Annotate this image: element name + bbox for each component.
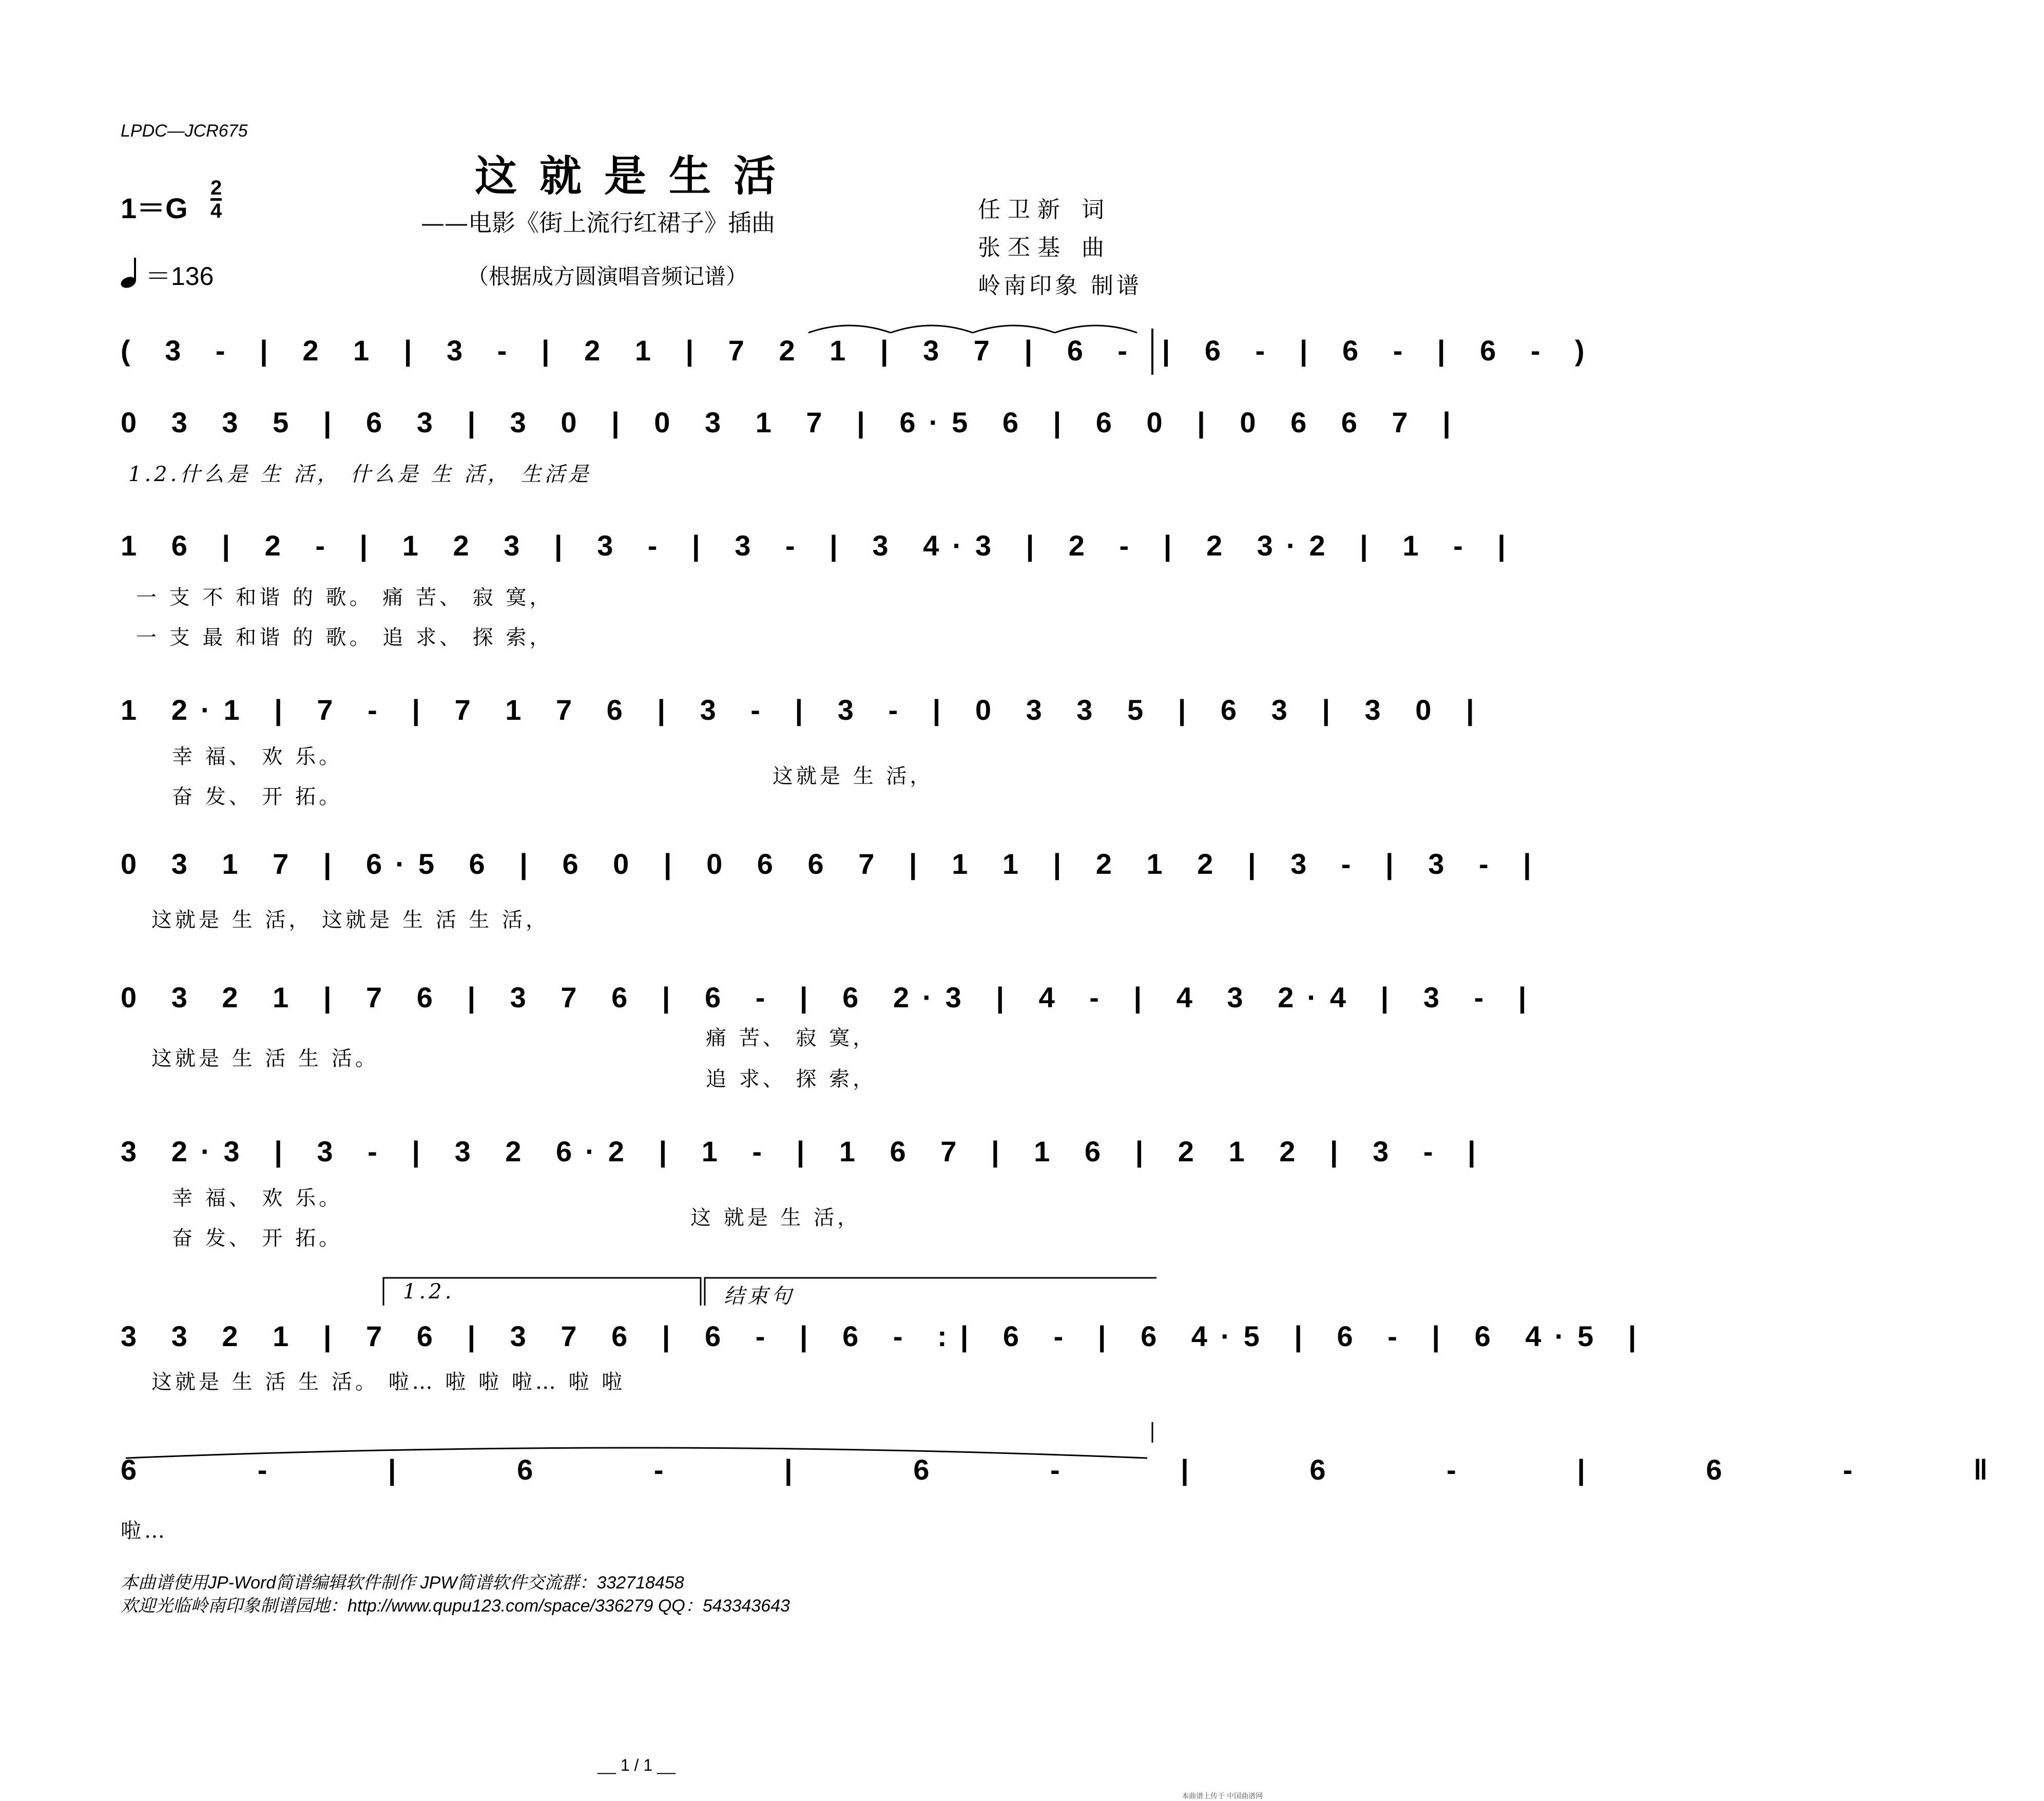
notation-line: 1 6 | 2 - | 1 2 3 | 3 - | 3 - | 3 4·3 | 2 - | 2 3·2 | 1 - | bbox=[121, 529, 1519, 562]
notation-line: 0 3 1 7 | 6·5 6 | 6 0 | 0 6 6 7 | 1 1 | 2 1 2 | 3 - | 3 - | bbox=[121, 848, 1545, 880]
lyric-line: 这就是 生 活， bbox=[773, 764, 934, 788]
lyric-line: 痛 苦、 寂 寞， bbox=[706, 1026, 877, 1050]
composer-credit: 张丕基 曲 bbox=[978, 235, 1111, 261]
lyric-line: 这 就是 生 活， bbox=[690, 1206, 861, 1230]
time-signature bbox=[210, 178, 222, 221]
notation-line: 3 2·3 | 3 - | 3 2 6·2 | 1 - | 1 6 7 | 1 6 | 2 1 2 | 3 - | bbox=[121, 1135, 1489, 1167]
lyricist-credit: 任卫新 词 bbox=[978, 197, 1111, 223]
song-subtitle: ——电影《街上流行红裙子》插曲 bbox=[421, 209, 775, 237]
lyric-line: 1.2.什么是 生 活， 什么是 生 活， 生活是 bbox=[128, 463, 592, 486]
lyric-line: 追 求、 探 索， bbox=[706, 1067, 877, 1091]
lyric-line: 奋 发、 开 拓。 bbox=[172, 1227, 343, 1250]
lyric-line: 一 支 不 和谐 的 歌。 痛 苦、 寂 寞， bbox=[136, 586, 553, 609]
time-signature-bottom: 4 bbox=[210, 200, 222, 222]
lyric-line: 这就是 生 活， 这就是 生 活 生 活， bbox=[151, 908, 550, 932]
score-row bbox=[121, 678, 1488, 809]
score-row bbox=[121, 513, 1519, 649]
time-signature-top: 2 bbox=[210, 178, 222, 201]
lyric-line: 这就是 生 活 生 活。 啦… 啦 啦 啦… 啦 啦 bbox=[151, 1370, 626, 1394]
volta-label: 1.2. bbox=[403, 1280, 455, 1304]
song-title: 这就是生活 bbox=[474, 151, 798, 201]
footer-website-line: 欢迎光临岭南印象制谱园地：http://www.qupu123.com/space/336279 QQ：543343643 bbox=[121, 1596, 790, 1616]
notation-line: 0 3 3 5 | 6 3 | 3 0 | 0 3 1 7 | 6·5 6 | 6 0 | 0 6 6 7 | bbox=[121, 406, 1464, 438]
notation-line: 1 2·1 | 7 - | 7 1 7 6 | 3 - | 3 - | 0 3 3 5 | 6 3 | 3 0 | bbox=[121, 694, 1488, 726]
key-signature: 1＝G bbox=[121, 192, 188, 224]
notation-line: 6 - | 6 - | 6 - | 6 - | 6 - ‖ bbox=[121, 1453, 2044, 1486]
ending-label: 结束句 bbox=[724, 1285, 795, 1308]
score-row bbox=[121, 1438, 2044, 1556]
footer-software-line: 本曲谱使用JP-Word简谱编辑软件制作 JPW简谱软件交流群：332718458 bbox=[121, 1573, 684, 1593]
lyric-line: 幸 福、 欢 乐。 bbox=[172, 1186, 343, 1210]
arranger-credit: 岭南印象 制谱 bbox=[978, 273, 1142, 299]
upload-mark: 本曲谱上传于 中国曲谱网 bbox=[1182, 1792, 1263, 1800]
page-number: __ 1 / 1 __ bbox=[597, 1756, 676, 1774]
notation-line: 0 3 2 1 | 7 6 | 3 7 6 | 6 - | 6 2·3 | 4 - | 4 3 2·4 | 3 - | bbox=[121, 981, 1540, 1013]
score-row bbox=[121, 1304, 1650, 1422]
notation-line: ( 3 - | 2 1 | 3 - | 2 1 | 7 2 1 | 3 7 | 6 - | 6 - | 6 - | 6 - ) bbox=[121, 334, 1598, 367]
lyric-line: 奋 发、 开 拓。 bbox=[172, 785, 343, 809]
quarter-note-icon bbox=[119, 257, 144, 289]
lyric-line: 幸 福、 欢 乐。 bbox=[172, 745, 343, 769]
score-row bbox=[121, 965, 1540, 1091]
notation-line: 3 3 2 1 | 7 6 | 3 7 6 | 6 - | 6 - :| 6 - | 6 4·5 | 6 - | 6 4·5 | bbox=[121, 1320, 1650, 1352]
score-row bbox=[121, 832, 1545, 950]
score-row bbox=[121, 390, 1464, 508]
score-code: LPDC—JCR675 bbox=[121, 121, 248, 141]
lyric-line: 这就是 生 活 生 活。 bbox=[151, 1047, 379, 1070]
tempo-marking: ＝136 bbox=[145, 262, 214, 291]
lyric-line: 啦… bbox=[121, 1519, 168, 1543]
score-row bbox=[121, 1119, 1489, 1250]
volta-bracket bbox=[382, 1276, 1158, 1307]
lyric-line: 一 支 最 和谐 的 歌。 追 求、 探 索， bbox=[136, 626, 553, 649]
transcription-note: （根据成方圆演唱音频记谱） bbox=[467, 264, 748, 289]
